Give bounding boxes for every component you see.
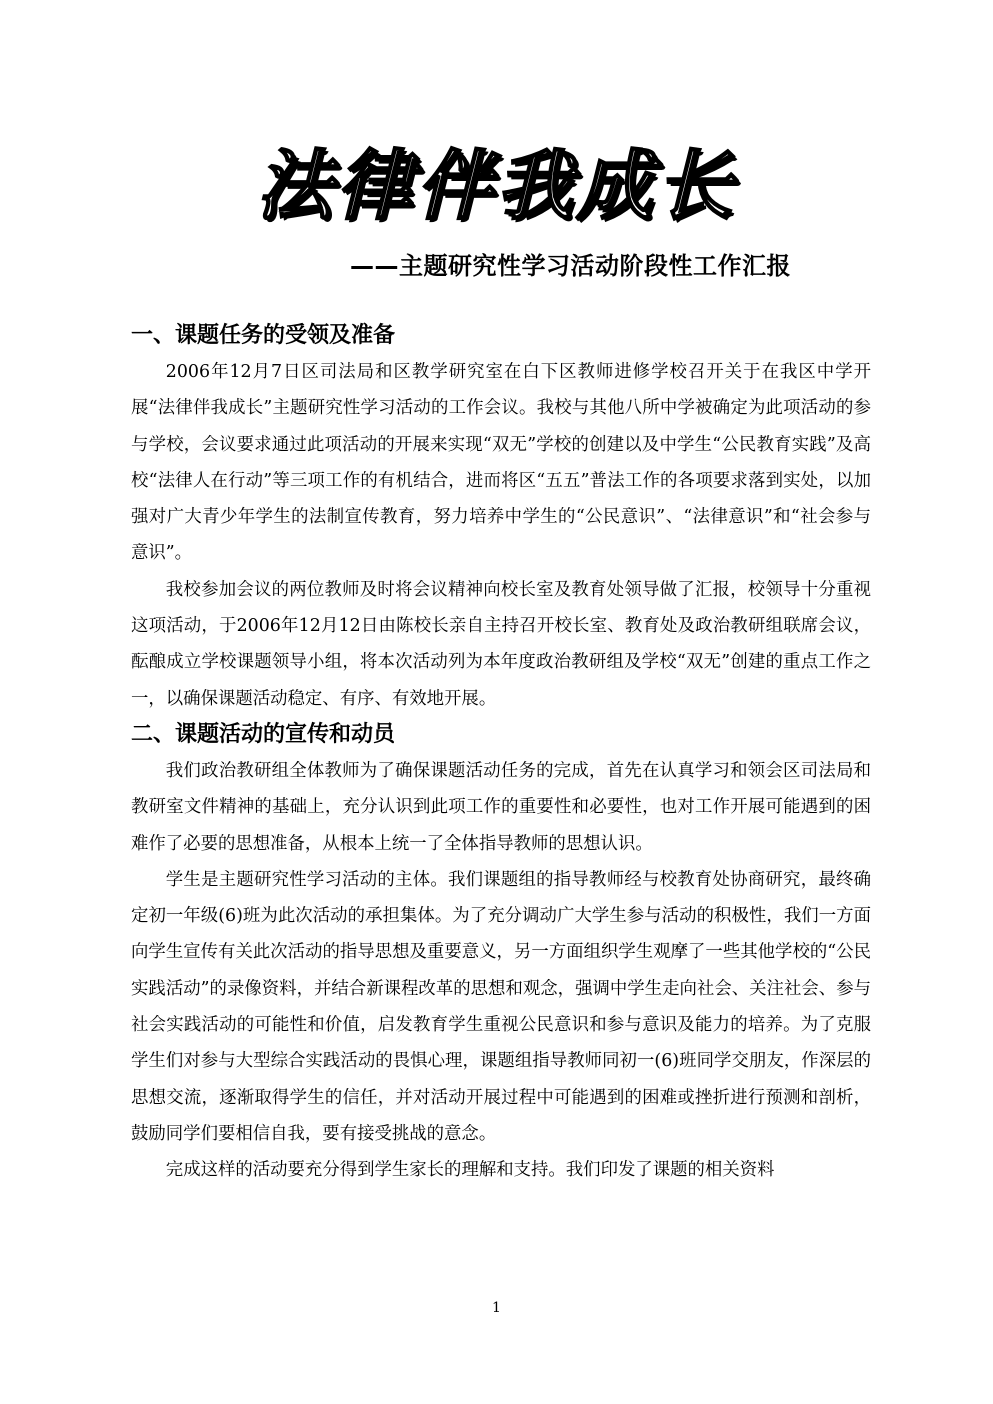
document-subtitle: ——主题研究性学习活动阶段性工作汇报 (350, 252, 791, 280)
paragraph: 学生是主题研究性学习活动的主体。我们课题组的指导教师经与校教育处协商研究，最终确定初一年级(6)班为此次活动的承担集体。为了充分调动广大学生参与活动的积极性，我们一方面向学生宣传有关此次活动的指导思想及重要意义，另一方面组织学生观摩了一些其他学校的“公民实践活动”的录像资料，并结合新课程改革的思想和观念，强调中学生走向社会、关注社会、参与社会实践活动的可能性和价值，启发教育学生重视公民意识和参与意识及能力的培养。为了克服学生们对参与大型综合实践活动的畏惧心理，课题组指导教师同初一(6)班同学交朋友，作深层的思想交流，逐渐取得学生的信任，并对活动开展过程中可能遇到的困难或挫折进行预测和剖析，鼓励同学们要相信自我，要有接受挑战的意念。 (131, 869, 871, 1144)
section-heading-1: 一、课题任务的受领及准备 (131, 323, 396, 348)
paragraph: 2006年12月7日区司法局和区教学研究室在白下区教师进修学校召开关于在我区中学开展“法律伴我成长”主题研究性学习活动的工作会议。我校与其他八所中学被确定为此项活动的参与学校，会议要求通过此项活动的开展来实现“双无”学校的创建以及中学生“公民教育实践”及高校“法律人在行动”等三项工作的有机结合，进而将区“五五”普法工作的各项要求落到实处，以加强对广大青少年学生的法制宣传教育，努力培养中学生的“公民意识”、“法律意识”和“社会参与意识”。 (131, 362, 871, 564)
document-body (131, 318, 871, 1189)
page-number: 1 (492, 1300, 501, 1316)
paragraph: 完成这样的活动要充分得到学生家长的理解和支持。我们印发了课题的相关资料 (165, 1160, 775, 1181)
section-heading-2: 二、课题活动的宣传和动员 (131, 721, 396, 747)
paragraph: 我校参加会议的两位教师及时将会议精神向校长室及教育处领导做了汇报，校领导十分重视这项活动，于2006年12月12日由陈校长亲自主持召开校长室、教育处及政治教研组联席会议，酝酿成立学校课题领导小组，将本次活动列为本年度政治教研组及学校“双无”创建的重点工作之一，以确保课题活动稳定、有序、有效地开展。 (131, 579, 871, 709)
document-title: 法律伴我成长 (256, 141, 737, 230)
paragraph: 我们政治教研组全体教师为了确保课题活动任务的完成，首先在认真学习和领会区司法局和教研室文件精神的基础上，充分认识到此项工作的重要性和必要性，也对工作开展可能遇到的困难作了必要的思想准备，从根本上统一了全体指导教师的思想认识。 (131, 760, 871, 854)
